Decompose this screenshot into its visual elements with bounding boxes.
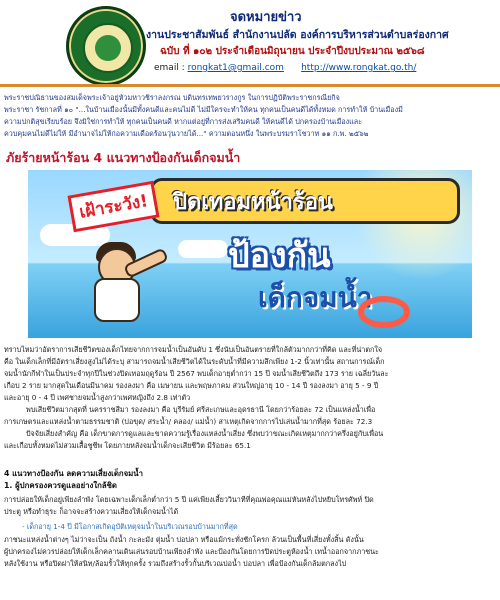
p1-line-5: และอายุ 0 - 4 ปี เพศชายจมน้ำสูงกว่าเพศหญิงถึง 2.8 เท่าตัว — [4, 393, 191, 402]
p4-line-1: ภาชนะแหล่งน้ำต่างๆ ไม่ว่าจะเป็น ถังน้ำ กะละมัง ตุ่มน้ำ บ่อปลา หรือแม้กระทั่งชักโครก ล้วนเป็นพื้นที่เสี่ยงทั้งสิ้น ดังนั้น — [4, 535, 364, 544]
organization-name: งานประชาสัมพันธ์ สำนักงานปลัด องค์การบริหารส่วนตำบลร่องกาศ — [146, 29, 449, 41]
p1-line-4: เกือบ 2 ราย มากสุดในเดือนมีนาคม รองลงมา คือ เมษายน และพฤษภาคม ส่วนใหญ่อายุ 10 - 14 ปี รองลงมา อายุ 5 - 9 ปี — [4, 381, 379, 390]
banner-big-text: ป้องกัน — [228, 236, 331, 276]
banner-sub-text: เด็กจมน้ำ — [258, 281, 373, 314]
contact-line — [154, 63, 416, 73]
quote-line-2: พระราชา รัชกาลที่ ๑๐ "...ในบ้านเมืองนั้นมีทั้งคนดีและคนไม่ดี ไม่มีใครจะทำให้คน ทุกคนเป็นคนดีได้ทั้งหมด การทำให้ บ้านเมืองมี — [4, 105, 403, 114]
quote-line-1: พระราชปณิธานของสมเด็จพระเจ้าอยู่หัวมหาวชิราลงกรณ บดินทรเทพยวรางกูร ในการปฏิบัติพระราชกรณียกิจ — [4, 93, 340, 102]
quote-source: ความตอนหนึ่ง ในพระบรมราโชวาท ๑๑ ก.พ. ๒๕๖๒ — [208, 129, 369, 138]
seal-inner — [83, 23, 133, 73]
swim-ring-icon — [358, 296, 410, 328]
paragraph-risk-factors — [4, 428, 496, 452]
warning-tag: เฝ้าระวัง! — [67, 181, 159, 233]
email-link[interactable]: rongkat1@gmail.com — [187, 63, 284, 73]
quote-line-4 — [4, 128, 496, 140]
header-divider — [0, 84, 500, 87]
newsletter-title: จดหมายข่าว — [230, 10, 302, 25]
p1-line-2: คือ ในเด็กเล็กที่มีอัตราเสี่ยงสูงไม่ได้ระบุ สามารถจมน้ำเสียชีวิตได้ในระดับน้ำที่มีความลึกเพียง 1-2 นิ้วเท่านั้น สถานการณ์เด็ก — [4, 357, 385, 366]
p3-line-1: การปล่อยให้เด็กอยู่เพียงลำพัง โดยเฉพาะเด็กเล็กต่ำกว่า 5 ปี แค่เพียงเสี้ยววินาทีที่คุณพ่อคุณแม่หันหลังไปหยิบโทรศัพท์ ปิด — [4, 495, 374, 504]
cloud-2 — [178, 240, 228, 258]
paragraph-supervision — [4, 494, 496, 518]
royal-quote — [4, 92, 496, 140]
quote-line-4-text: ควบคุมคนไม่ดีไม่ให้ มีอำนาจไม่ให้ก่อความเดือดร้อนวุ่นวายได้..." — [4, 129, 207, 138]
p1-line-3: จมน้ำนักกีฬาในเป็นประจำทุกปีในช่วงปิดเทอมฤดูร้อน ปี 2567 พบเด็กอายุต่ำกว่า 15 ปี จมน้ำเสียชีวิตถึง 173 ราย เฉลี่ยวันละ — [4, 369, 389, 378]
paragraph-statistics — [4, 344, 496, 428]
heading-1: 1. ผู้ปกครองควรดูแลอย่างใกล้ชิด — [4, 481, 117, 490]
p1-line-1: ทราบไหมว่าอัตราการเสียชีวิตของเด็กไทยจากการจมน้ำเป็นอันดับ 1 ซึ่งนับเป็นอันตรายที่ใกล้ตัวมากกว่าที่คิด และที่น่าตกใจ — [4, 345, 383, 354]
campaign-banner — [28, 170, 472, 338]
newsletter-header — [0, 0, 500, 96]
p4-line-2: ผู้ปกครองไม่ควรปล่อยให้เด็กเล็กคลานเดินเล่นรอบบ้านเพียงลำพัง และป้องกันโดยการปิดประตูห้องน้ำ เทน้ำออกจากภาชนะ — [4, 547, 379, 556]
quote-line-3: ความปกติสุขเรียบร้อย จึงมิใช่การทำให้ ทุกคนเป็นคนดี หากแต่อยู่ที่การส่งเสริมคนดี ให้คนดีได้ ปกครองบ้านเมืองและ — [4, 117, 363, 126]
issue-info: ฉบับ ที่ ๑๐๒ ประจำเดือนมิถุนายน ประจำปีงบประมาณ ๒๕๖๘ — [160, 46, 425, 57]
child-body — [94, 278, 140, 322]
p3-line-2: ประตู หรือทำธุระ ก็อาจจะสร้างความเสี่ยงให้เด็กจมน้ำได้ — [4, 507, 179, 516]
p4-line-3: หลังใช้งาน หรือปิดฝาให้สนิท/ล้อมรั้วให้ทุกครั้ง รวมถึงสร้างรั้วกั้นบริเวณบ่อน้ำ บ่อปลา เพื่อป้องกันเด็กล้มตกลงไป — [4, 559, 347, 568]
p1-line-6: พบเสียชีวิตมากสุดที่ นครราชสีมา รองลงมา คือ บุรีรัมย์ ศรีสะเกษและอุดรธานี โดยกว่าร้อยละ 72 เป็นแหล่งน้ำเพื่อ — [26, 405, 376, 414]
p2-line-1: ปัจจัยเสี่ยงสำคัญ คือ เด็กขาดการดูแลและขาดความรู้เรื่องแหล่งน้ำเสี่ยง ซึ่งพบว่าขณะเกิดเหตุมากกว่าครึ่งอยู่กับเพื่อน — [26, 429, 384, 438]
p2-line-2: และเกือบทั้งหมดไม่สวมเสื้อชูชีพ โดยภายหลังจมน้ำเด็กจะเสียชีวิต มีร้อยละ 65.1 — [4, 441, 251, 450]
seal-mark — [95, 35, 121, 61]
organization-seal-icon — [66, 6, 146, 86]
paragraph-water-containers — [4, 534, 496, 570]
section-title: ภัยร้ายหน้าร้อน 4 แนวทางป้องกันเด็กจมน้ำ — [6, 150, 241, 165]
email-label: email : — [154, 63, 185, 73]
banner-headline: ปิดเทอมหน้าร้อน — [173, 190, 333, 215]
main-heading: 4 แนวทางป้องกัน ลดความเสี่ยงเด็กจมน้ำ — [4, 469, 144, 478]
bullet-age-risk: - เด็กอายุ 1-4 ปี มีโอกาสเกิดอุบัติเหตุจมน้ำในบริเวณรอบบ้านมากที่สุด — [22, 522, 238, 531]
website-link[interactable]: http://www.rongkat.go.th/ — [301, 63, 417, 73]
p1-line-7: การเกษตรและแหล่งน้ำตามธรรมชาติ (บ่อขุด/ สระน้ำ/ คลอง/ แม่น้ำ) สาเหตุเกิดจากการไปเล่นน้ำมากที่สุด ร้อยละ 72.3 — [4, 417, 373, 426]
